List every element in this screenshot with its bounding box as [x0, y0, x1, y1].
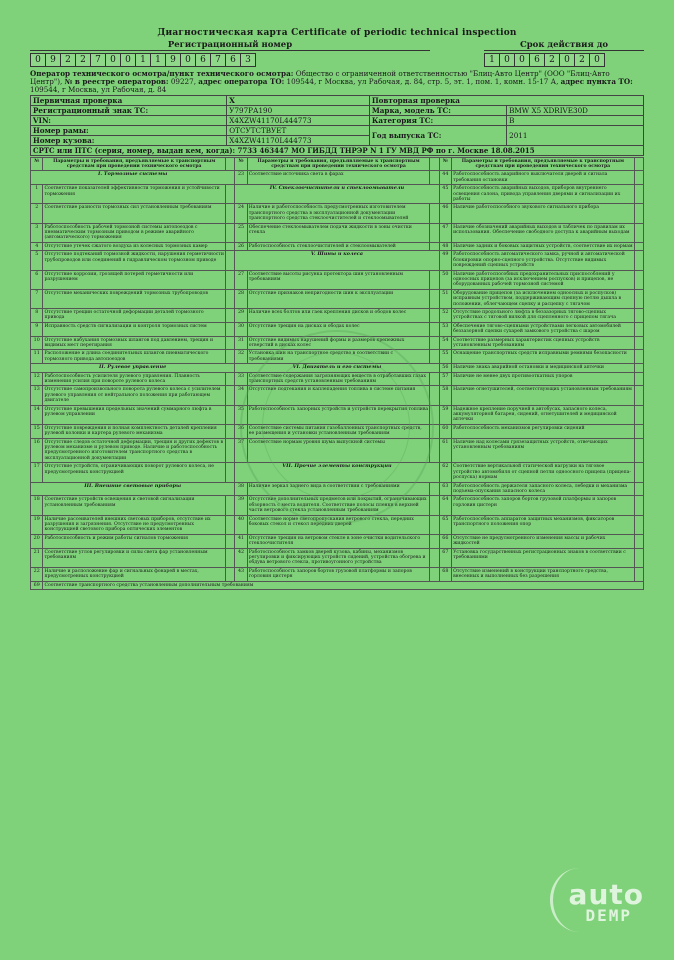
grid-row — [31, 581, 644, 589]
item-text: Отсутствие видимых нарушений формы и размеров крепежных отверстий в дисках колес — [247, 336, 430, 350]
item-text: Расположение и длина соединительных шлангов пневматического тормозного привода автопоездов — [43, 350, 226, 364]
item-text: Наличие над колесами грязезащитных устройств, отвечающих установленным требованиям — [452, 438, 635, 463]
grid-row — [31, 185, 644, 204]
item-text: Работоспособность запоров бортов грузовой платформы и запоров горловин цистерн — [452, 496, 635, 515]
section-title: IV. Стеклоочистители и стеклоомыватели — [235, 185, 439, 204]
item-mark — [225, 204, 234, 223]
item-mark — [430, 567, 439, 581]
item-text: Отсутствие изменений в конструкции транспортного средства, внесенных и выполненных без разрешения — [452, 567, 635, 581]
digit-cell: 6 — [195, 53, 211, 67]
item-number: 29 — [235, 308, 247, 322]
item-text: Работоспособность запорных устройств и устройств перекрытия топлива — [247, 405, 430, 424]
item-number: 23 — [235, 171, 247, 185]
item-text: Соответствие содержания загрязняющих веществ в отработавших газах транспортных средств установленным требованиям — [247, 372, 430, 386]
item-text: Работоспособность запоров бортов грузовой платформы и запоров горловин цистерн — [247, 567, 430, 581]
item-number: 41 — [235, 534, 247, 548]
grid-row — [31, 270, 644, 289]
item-text: Оснащение транспортных средств исправными ремнями безопасности — [452, 350, 635, 364]
expiry-block — [484, 40, 644, 67]
category-label: Категория ТС: — [369, 115, 506, 125]
seal-stamp-inner — [262, 352, 410, 500]
item-text: Отсутствие коррозии, грозящей потерей герметичности или разрушением — [43, 270, 226, 289]
item-mark — [634, 185, 643, 204]
item-text: Отсутствие устройств, ограничивающих поворот рулевого колеса, не предусмотренных конструкцией — [43, 463, 226, 482]
item-mark — [634, 242, 643, 250]
item-text: Отсутствие продольного люфта в беззазорных тягово-сцепных устройствах с тяговой вилкой для сцепленного с прицепом тягача — [452, 308, 635, 322]
item-mark — [430, 496, 439, 515]
item-number: 58 — [439, 386, 451, 405]
digit-cell: 0 — [589, 53, 605, 67]
item-number: 1 — [31, 185, 43, 204]
section-title: V. Шины и колеса — [235, 251, 439, 270]
item-mark — [634, 496, 643, 515]
item-number: 53 — [439, 322, 451, 336]
document-title: Диагностическая карта Certificate of periodic technical inspection — [157, 28, 517, 38]
item-mark — [225, 308, 234, 322]
item-text: Наличие всех болтов или гаек крепления дисков и ободов колес — [247, 308, 430, 322]
item-mark — [634, 534, 643, 548]
item-mark — [225, 386, 234, 405]
digit-cell: 7 — [210, 53, 226, 67]
item-number: 40 — [235, 515, 247, 534]
item-mark — [225, 496, 234, 515]
item-mark — [225, 463, 234, 482]
reg-sign-value: У797РА190 — [227, 105, 370, 115]
item-number: 7 — [31, 289, 43, 308]
item-number: 2 — [31, 204, 43, 223]
item-text: Надежное крепление поручней в автобусах, запасного колеса, аккумуляторной батареи, сидений, огнетушителей и медицинской аптечки — [452, 405, 635, 424]
digit-cell: 0 — [514, 53, 530, 67]
digit-cell: 2 — [75, 53, 91, 67]
item-text: Соответствие нормам уровня шума выпускной системы — [247, 438, 430, 463]
grid-row — [31, 567, 644, 581]
grid-row — [31, 204, 644, 223]
digit-cell: 2 — [60, 53, 76, 67]
item-mark — [634, 223, 643, 242]
item-mark — [225, 567, 234, 581]
item-text: Установка государственных регистрационных знаков в соответствии с требованиями — [452, 548, 635, 567]
item-mark — [634, 322, 643, 336]
item-mark — [634, 567, 643, 581]
item-number: 61 — [439, 438, 451, 463]
item-mark — [634, 270, 643, 289]
item-text: Работоспособность усилителя рулевого управления. Плавность изменения усилия при повороте рулевого колеса — [43, 372, 226, 386]
item-text: Наличие работоспособного звукового сигнального прибора — [452, 204, 635, 223]
item-text: Отсутствие подтеканий тормозной жидкости, нарушения герметичности трубопроводов или соединений в гидравлическом тормозном приводе — [43, 251, 226, 270]
item-number: 22 — [31, 567, 43, 581]
digit-cell: 6 — [225, 53, 241, 67]
item-mark — [634, 308, 643, 322]
item-number: 18 — [31, 496, 43, 515]
digit-cell: 9 — [45, 53, 61, 67]
digit-cell: 0 — [105, 53, 121, 67]
item-mark — [634, 515, 643, 534]
item-number: 62 — [439, 463, 451, 482]
item-number: 39 — [235, 496, 247, 515]
item-text: Наличие и работоспособность предусмотренных изготовителем транспортного средства в эксплуатационной документации транспортного средства стеклоочистителей и стеклоомывателей — [247, 204, 430, 223]
digit-cell: 0 — [120, 53, 136, 67]
digit-cell: 0 — [30, 53, 46, 67]
item-number: 69 — [31, 581, 43, 589]
item-text: Отсутствие самопроизвольного поворота рулевого колеса с усилителем рулевого управления от нейтрального положения при работающем двигателе — [43, 386, 226, 405]
item-mark — [634, 372, 643, 386]
frame-label: Номер рамы: — [31, 125, 227, 135]
item-text: Отсутствие трещин на ветровом стекле в зоне очистки водительского стеклоочистителя — [247, 534, 430, 548]
item-mark — [430, 548, 439, 567]
item-mark — [634, 350, 643, 364]
srts-line: СРТС или ПТС (серия, номер, выдан кем, когда): 7733 463447 МО ГИБДД ТНРЭР N 1 ГУ МВД РФ по г. Москве 18.08.2015 — [30, 146, 644, 156]
item-text: Отсутствие дополнительных предметов или покрытий, ограничивающих обзорность с места водителя. Соответствие полосы пленки в верхней части ветрового стекла установленным требованиям — [247, 496, 430, 515]
col-n-3: № — [439, 157, 451, 171]
model-label: Марка, модель ТС: — [369, 105, 506, 115]
section-title: VII. Прочие элементы конструкции — [235, 463, 439, 482]
grid-row — [31, 534, 644, 548]
item-number: 14 — [31, 405, 43, 424]
operator-name: Общество с ограниченной ответственностью "Блиц-Авто Центр" (ООО "Блиц-Авто Центр"), — [30, 69, 610, 87]
item-mark — [225, 336, 234, 350]
item-number: 15 — [31, 424, 43, 438]
col-n-1: № — [31, 157, 43, 171]
item-mark — [225, 185, 234, 204]
item-number: 51 — [439, 289, 451, 308]
item-number: 42 — [235, 548, 247, 567]
item-number: 8 — [31, 308, 43, 322]
operator-reg-value: 09227, — [170, 77, 196, 87]
operator-address-label: адрес оператора ТО: — [198, 77, 285, 87]
digit-cell: 1 — [150, 53, 166, 67]
digit-cell: 7 — [90, 53, 106, 67]
item-mark — [225, 223, 234, 242]
item-number: 37 — [235, 438, 247, 463]
item-mark — [225, 515, 234, 534]
item-mark — [430, 322, 439, 336]
item-text: Отсутствие механических повреждений тормозных трубопроводов — [43, 289, 226, 308]
item-number: 25 — [235, 223, 247, 242]
vin-value: X4XZW41170L444773 — [227, 115, 370, 125]
item-mark — [634, 251, 643, 270]
item-text: Работоспособность аппаратов защитных механизмов, фиксаторов транспортного положения опор — [452, 515, 635, 534]
registration-digits — [30, 53, 430, 67]
item-text: Отсутствие подтекания и каплепадения топлива в системе питания — [247, 386, 430, 405]
item-number: 34 — [235, 386, 247, 405]
item-number: 12 — [31, 372, 43, 386]
grid-row — [31, 242, 644, 250]
primary-check-label: Первичная проверка — [31, 95, 227, 105]
item-mark — [634, 424, 643, 438]
item-text: Соответствие вертикальной статической нагрузки на тяговое устройство автомобиля от сцепной петли одноосного прицепа (прицепа-роспуска) нормам — [452, 463, 635, 482]
item-mark — [634, 548, 643, 567]
item-mark — [430, 242, 439, 250]
vehicle-info-table — [30, 95, 644, 146]
item-number: 45 — [439, 185, 451, 204]
item-number: 54 — [439, 336, 451, 350]
item-text: Наличие огнетушителей, соответствующих установленным требованиям — [452, 386, 635, 405]
grid-row — [31, 289, 644, 308]
registration-label: Регистрационный номер — [30, 40, 430, 51]
item-text: Оборудование прицепов (за исключением одноосных и роспусков) исправным устройством, поддерживающим сцепную петлю дышла в положении, облегчающем сцепку и расцепку с тягачом — [452, 289, 635, 308]
item-number: 68 — [439, 567, 451, 581]
item-mark — [225, 289, 234, 308]
expiry-label: Срок действия до — [484, 40, 644, 51]
section-title: I. Тормозные системы — [31, 171, 235, 185]
item-text: Наличие обозначений аварийных выходов и табличек по правилам их использования. Обеспечение свободного доступа к аварийным выходам — [452, 223, 635, 242]
item-mark — [225, 270, 234, 289]
item-text: Отсутствие следов остаточной деформации, трещин и других дефектов в рулевом механизме и рулевом приводе. Наличие и работоспособность предусмотренного изготовителем транспортного средства в эксплуатационной документации — [43, 438, 226, 463]
item-text: Соответствие системы питания газобаллонных транспортных средств, ее размещения и установки установленным требованиям — [247, 424, 430, 438]
item-number: 63 — [439, 482, 451, 496]
item-number: 56 — [439, 364, 451, 372]
item-mark — [430, 270, 439, 289]
item-text: Наличие знака аварийной остановки и медицинской аптечки — [452, 364, 635, 372]
grid-row — [31, 308, 644, 322]
item-text: Работоспособность автоматического замка, ручной и автоматической блокировки опорно-сцепного устройства. Отсутствие видимых повреждений сцепных устройств — [452, 251, 635, 270]
point-address-value: 109544, г Москва, ул Рабочая, д. 84 — [30, 85, 167, 95]
item-mark — [225, 372, 234, 386]
model-value: BMW X5 XDRIVE30D — [507, 105, 644, 115]
item-number: 46 — [439, 204, 451, 223]
item-text: Установка шин на транспортное средство в соответствии с требованиями — [247, 350, 430, 364]
item-mark — [225, 438, 234, 463]
item-mark — [430, 515, 439, 534]
item-number: 3 — [31, 223, 43, 242]
item-number: 30 — [235, 322, 247, 336]
operator-info — [30, 70, 644, 95]
watermark-line2: DEMP — [585, 906, 632, 925]
item-mark — [634, 171, 643, 185]
item-number: 55 — [439, 350, 451, 364]
expiry-digits — [484, 53, 644, 67]
digit-cell: 2 — [574, 53, 590, 67]
item-mark — [225, 534, 234, 548]
item-text: Соответствие норме светопропускания ветрового стекла, передних боковых стекол и стекол передних дверей — [247, 515, 430, 534]
item-text: Соответствие транспортного средства установленным дополнительным требованиям — [43, 581, 644, 589]
section-title: III. Внешние световые приборы — [31, 482, 235, 496]
item-mark — [225, 548, 234, 567]
item-number: 64 — [439, 496, 451, 515]
digit-cell: 0 — [499, 53, 515, 67]
year-label: Год выпуска ТС: — [369, 125, 506, 145]
digit-cell: 9 — [165, 53, 181, 67]
item-mark — [634, 405, 643, 424]
item-number: 31 — [235, 336, 247, 350]
item-mark — [225, 405, 234, 424]
item-mark — [430, 336, 439, 350]
item-number: 57 — [439, 372, 451, 386]
item-text: Отсутствие трещин остаточной деформации деталей тормозного привода — [43, 308, 226, 322]
vin-label: VIN: — [31, 115, 227, 125]
item-number: 10 — [31, 336, 43, 350]
watermark-logo — [556, 868, 646, 938]
col-head-2: Параметры и требования, предъявляемые к транспортным средствам при проведении технического осмотра — [247, 157, 430, 171]
item-number: 4 — [31, 242, 43, 250]
item-mark — [225, 350, 234, 364]
item-text: Отсутствие набухания тормозных шлангов под давлением, трещин и видимых мест перетирания — [43, 336, 226, 350]
primary-check-mark: X — [227, 95, 370, 105]
item-text: Соответствие углов регулировки и силы света фар установленным требованиям — [43, 548, 226, 567]
item-mark — [430, 350, 439, 364]
item-text: Работоспособность аварийного выключателя дверей и сигнала требования остановки — [452, 171, 635, 185]
operator-reg-label: № в реестре операторов: — [64, 77, 169, 87]
item-text: Отсутствие признаков непригодности шин к эксплуатации — [247, 289, 430, 308]
digit-cell: 3 — [240, 53, 256, 67]
section-title: VI. Двигатель и его системы — [235, 364, 439, 372]
digit-cell: 2 — [544, 53, 560, 67]
item-mark — [430, 223, 439, 242]
item-mark — [430, 308, 439, 322]
item-text: Соответствие показателей эффективности торможения и устойчивости торможения — [43, 185, 226, 204]
item-mark — [430, 482, 439, 496]
item-mark — [634, 289, 643, 308]
item-number: 52 — [439, 308, 451, 322]
item-number: 6 — [31, 270, 43, 289]
item-text: Работоспособность аварийных выходов, приборов внутреннего освещения салона, привода управления дверями и сигнализации их работы — [452, 185, 635, 204]
item-number: 28 — [235, 289, 247, 308]
item-text: Соответствие размерных характеристик сцепных устройств установленным требованиям — [452, 336, 635, 350]
item-text: Отсутствие утечек сжатого воздуха из колесных тормозных камер — [43, 242, 226, 250]
digit-cell: 6 — [529, 53, 545, 67]
item-text: Обеспечение тягово-сцепными устройствами легковых автомобилей беззазорной сцепки сухарей замкового устройства с шаром — [452, 322, 635, 336]
item-text: Наличие задних и боковых защитных устройств, соответствие их нормам — [453, 243, 633, 249]
col-n-2: № — [235, 157, 247, 171]
item-text: Соответствие источника света в фарах — [247, 171, 430, 185]
item-number: 44 — [439, 171, 451, 185]
item-text: Соответствие устройств освещения и световой сигнализации установленным требованиям — [43, 496, 226, 515]
operator-label: Оператор технического осмотра/пункт технического осмотра: — [30, 69, 294, 78]
item-number: 47 — [439, 223, 451, 242]
item-mark — [430, 534, 439, 548]
item-mark — [430, 289, 439, 308]
item-number: 67 — [439, 548, 451, 567]
item-number: 50 — [439, 270, 451, 289]
item-number: 36 — [235, 424, 247, 438]
item-mark — [634, 386, 643, 405]
year-value: 2011 — [507, 125, 644, 145]
item-text: Соответствие высоты рисунка протектора шин установленным требованиям — [247, 270, 430, 289]
item-number: 19 — [31, 515, 43, 534]
col-head-3: Параметры и требования, предъявляемые к транспортным средствам при проведении технического осмотра — [452, 157, 635, 171]
item-text: Работоспособность механизмов регулировки сидений — [452, 424, 635, 438]
item-number: 11 — [31, 350, 43, 364]
digit-cell: 0 — [180, 53, 196, 67]
item-text: Наличие не менее двух противооткатных упоров — [452, 372, 635, 386]
item-text: Работоспособность и режим работы сигналов торможения — [43, 534, 226, 548]
item-number: 33 — [235, 372, 247, 386]
item-mark — [430, 171, 439, 185]
item-text: Работоспособность рабочей тормозной системы автопоездов с пневматическим тормозным приводом в режиме аварийного (автоматического) торможения — [43, 223, 226, 242]
item-mark — [225, 322, 234, 336]
item-number: 32 — [235, 350, 247, 364]
item-text: Отсутствие не предусмотренного изменения массы и рабочих жидкостей — [452, 534, 635, 548]
reg-sign-label: Регистрационный знак ТС: — [31, 105, 227, 115]
item-text: Работоспособность замков дверей кузова, кабины, механизмов регулировки и фиксирующих устройств сидений, устройства обогрева и обдува ветрового стекла, противоугонного устройства — [247, 548, 430, 567]
category-value: B — [507, 115, 644, 125]
point-address-label: адрес пункта ТО: — [560, 77, 633, 87]
item-mark — [225, 424, 234, 438]
digit-cell: 1 — [135, 53, 151, 67]
item-number: 21 — [31, 548, 43, 567]
grid-row — [31, 251, 644, 270]
item-number: 20 — [31, 534, 43, 548]
item-mark — [634, 482, 643, 496]
item-number: 43 — [235, 567, 247, 581]
operator-address-value: 109544, г Москва, ул Рабочая, д. 84, стр. 5, эт. 1, пом. 1, комн. 15-17 А, — [286, 77, 559, 87]
col-head-1: Параметры и требования, предъявляемые к транспортным средствам при проведении технического осмотра — [43, 157, 226, 171]
registration-number-block — [30, 40, 430, 67]
item-text: Работоспособность держателя запасного колеса, лебедки и механизма подъема-опускания запасного колеса — [452, 482, 635, 496]
item-mark — [430, 372, 439, 386]
item-mark — [225, 251, 234, 270]
item-number: 27 — [235, 270, 247, 289]
grid-row — [31, 223, 644, 242]
item-mark — [634, 438, 643, 463]
item-number: 65 — [439, 515, 451, 534]
item-number: 60 — [439, 424, 451, 438]
digit-cell: 0 — [559, 53, 575, 67]
grid-row — [31, 171, 644, 185]
item-number: 38 — [235, 482, 247, 496]
digit-cell: 1 — [484, 53, 500, 67]
item-text: Отсутствие трещин на дисках и ободах колес — [247, 322, 430, 336]
item-text: Наличие работоспособных предохранительных приспособлений у одноосных прицепов (за исключением роспусков) и прицепов, не оборудованных рабочей тормозной системой — [452, 270, 635, 289]
frame-value: ОТСУТСТВУЕТ — [227, 125, 370, 135]
item-text: Наличие рассеивателей внешних световых приборов, отсутствие их разрушения и загрязнения. Отсутствие не предусмотренных конструкцией светового прибора оптических элементов — [43, 515, 226, 534]
item-mark — [430, 204, 439, 223]
item-text: Соответствие разности тормозных сил установленным требованиям — [43, 204, 226, 223]
grid-row — [31, 548, 644, 567]
body-label: Номер кузова: — [31, 135, 227, 145]
item-number: 13 — [31, 386, 43, 405]
item-number: 49 — [439, 251, 451, 270]
repeat-check-label: Повторная проверка — [369, 95, 643, 105]
item-mark — [634, 364, 643, 372]
item-mark — [225, 242, 234, 250]
item-number: 66 — [439, 534, 451, 548]
item-mark — [634, 463, 643, 482]
item-number: 24 — [235, 204, 247, 223]
section-title: II. Рулевое управление — [31, 364, 235, 372]
item-text: Работоспособность стеклоочистителей и стеклоомывателей — [247, 242, 430, 250]
item-number: 59 — [439, 405, 451, 424]
item-mark — [634, 336, 643, 350]
item-text: Наличие и расположение фар и сигнальных фонарей в местах, предусмотренных конструкцией — [43, 567, 226, 581]
item-text: Обеспечение стеклоомывателем подачи жидкости в зоны очистки стекла — [247, 223, 430, 242]
item-number: 26 — [235, 242, 247, 250]
item-text: Исправность средств сигнализации и контроля тормозных систем — [43, 322, 226, 336]
watermark-line1: auto — [568, 878, 644, 911]
item-number: 35 — [235, 405, 247, 424]
item-number: 48 — [439, 242, 451, 250]
item-text: Отсутствие повреждения и полная комплектность деталей крепления рулевой колонки и картера рулевого механизма — [43, 424, 226, 438]
item-mark — [634, 204, 643, 223]
body-value: X4XZW41170L444773 — [227, 135, 370, 145]
item-mark — [430, 386, 439, 405]
item-text: Наличие зеркал заднего вида в соответствии с требованиями — [247, 482, 430, 496]
item-number: 9 — [31, 322, 43, 336]
item-number: 17 — [31, 463, 43, 482]
item-number: 5 — [31, 251, 43, 270]
item-number: 16 — [31, 438, 43, 463]
item-text: Отсутствие превышения предельных значений суммарного люфта в рулевом управлении — [43, 405, 226, 424]
